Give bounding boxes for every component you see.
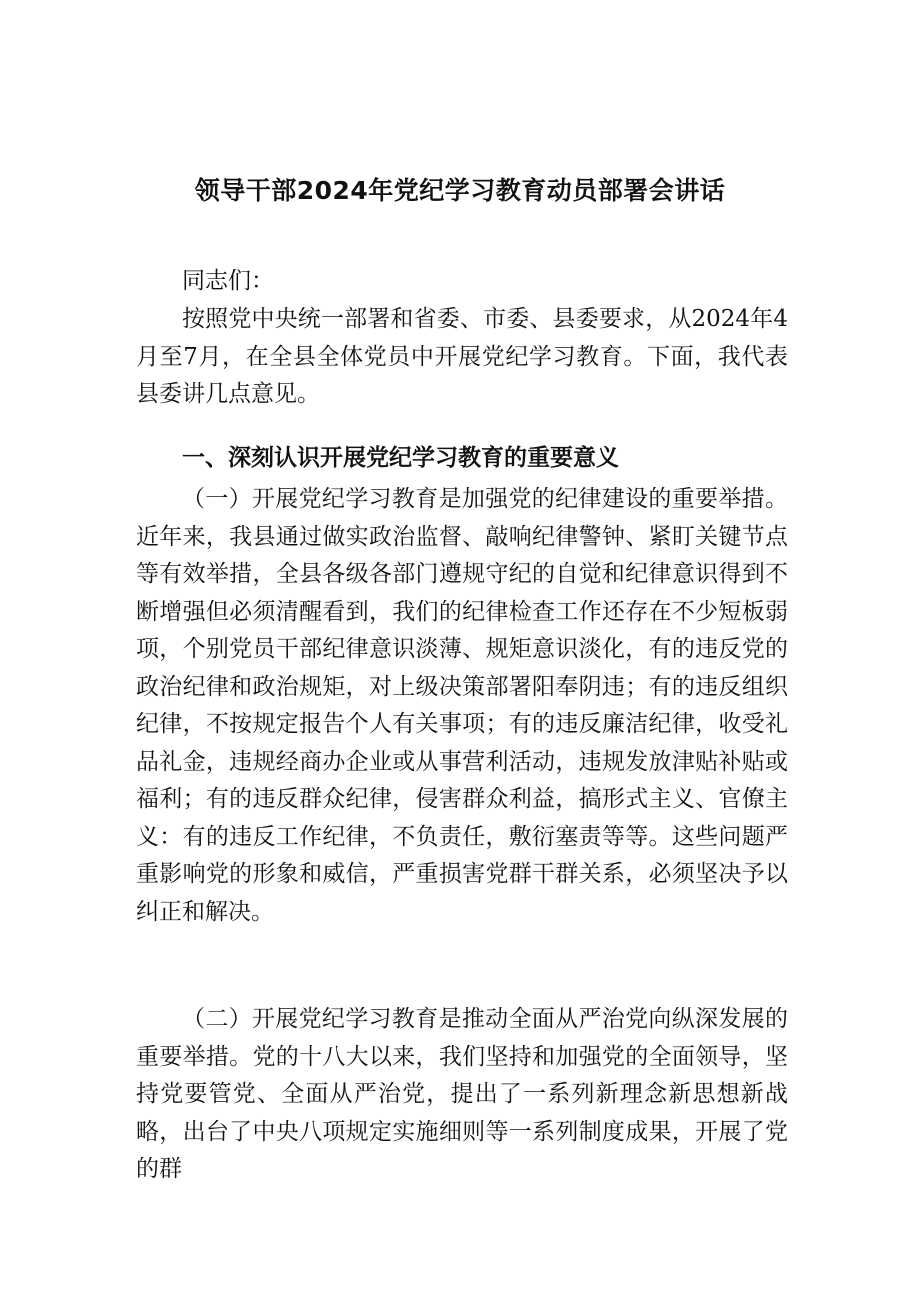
section-heading-1: 一、深刻认识开展党纪学习教育的重要意义 [182, 445, 619, 471]
paragraph-intro: 按照党中央统一部署和省委、市委、县委要求，从2024年4月至7月，在全县全体党员中开展党纪学习教育。下面，我代表县委讲几点意见。 [136, 306, 788, 407]
document-title: 领导干部2024年党纪学习教育动员部署会讲话 [194, 176, 726, 205]
paragraph-2: （二）开展党纪学习教育是推动全面从严治党向纵深发展的重要举措。党的十八大以来，我们坚持和加强党的全面领导，坚持党要管党、全面从严治党，提出了一系列新理念新思想新战略，出台了中央八项规定实施细则等一系列制度成果，开展了党的群 [136, 1006, 788, 1182]
paragraph-1: （一）开展党纪学习教育是加强党的纪律建设的重要举措。近年来，我县通过做实政治监督、敲响纪律警钟、紧盯关键节点等有效举措，全县各级各部门遵规守纪的自觉和纪律意识得到不断增强但必须清醒看到，我们的纪律检查工作还存在不少短板弱项，个别党员干部纪律意识淡薄、规矩意识淡化，有的违反党的政治纪律和政治规矩，对上级决策部署阳奉阴违；有的违反组织纪律，不按规定报告个人有关事项；有的违反廉洁纪律，收受礼品礼金，违规经商办企业或从事营利活动，违规发放津贴补贴或福利；有的违反群众纪律，侵害群众利益，搞形式主义、官僚主义：有的违反工作纪律，不负责任，敷衍塞责等等。这些问题严重影响党的形象和威信，严重损害党群干群关系，必须坚决予以纠正和解决。 [136, 486, 788, 925]
salutation: 同志们： [182, 268, 274, 294]
